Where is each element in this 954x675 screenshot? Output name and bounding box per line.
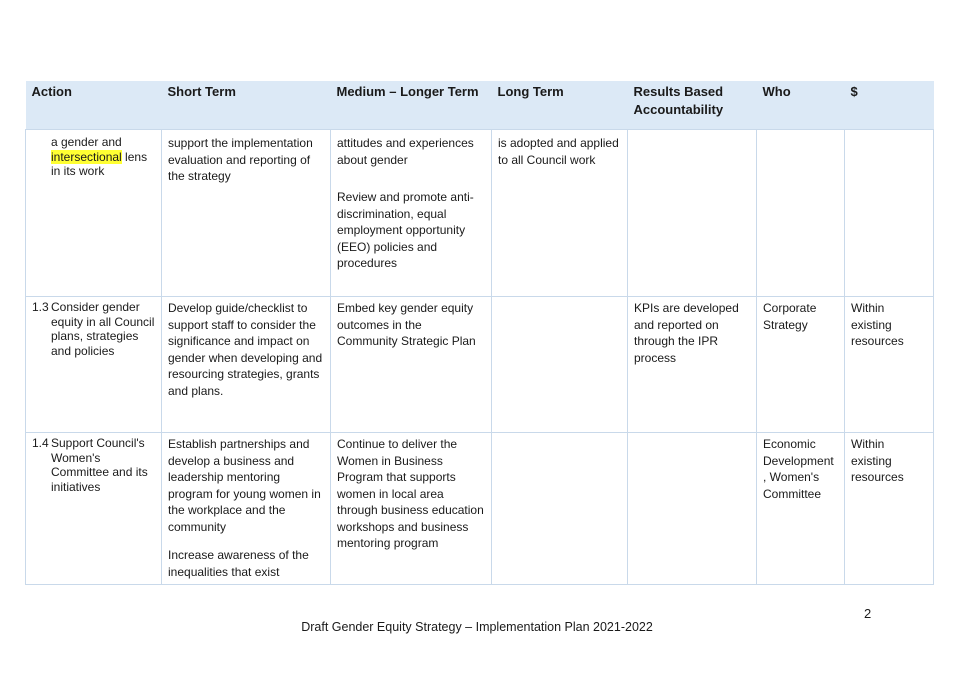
page-footer: Draft Gender Equity Strategy – Implementation Plan 2021-2022 <box>301 620 653 634</box>
cost-cell: Within existing resources <box>845 297 934 433</box>
long-term-cell: is adopted and applied to all Council work <box>492 130 628 297</box>
medium-term-text: attitudes and experiences about gender <box>337 136 474 167</box>
header-cost: $ <box>845 81 934 130</box>
table-header-row <box>26 81 934 130</box>
results-cell <box>628 433 757 585</box>
table-row <box>26 130 934 297</box>
header-action: Action <box>26 81 162 130</box>
short-term-cell: support the implementation evaluation and reporting of the strategy <box>162 130 331 297</box>
implementation-plan-table <box>25 81 934 585</box>
header-long-term: Long Term <box>492 81 628 130</box>
action-number: 1.3 <box>32 300 49 314</box>
medium-term-cell: Embed key gender equity outcomes in the Community Strategic Plan <box>331 297 492 433</box>
header-medium-longer-term: Medium – Longer Term <box>331 81 492 130</box>
highlighted-text: intersectional <box>51 149 122 164</box>
who-cell: Corporate Strategy <box>757 297 845 433</box>
action-text: a gender and <box>51 135 122 149</box>
short-term-cell <box>162 433 331 585</box>
cost-cell: Within existing resources <box>845 433 934 585</box>
table-row <box>26 297 934 433</box>
page-number: 2 <box>864 606 872 621</box>
short-term-text: Increase awareness of the inequalities that exist <box>168 548 309 579</box>
header-results-based-accountability: Results Based Accountability <box>628 81 757 130</box>
action-number: 1.4 <box>32 436 49 450</box>
header-short-term: Short Term <box>162 81 331 130</box>
table-row <box>26 433 934 585</box>
action-cell <box>26 130 162 297</box>
medium-term-cell <box>331 130 492 297</box>
medium-term-text: Review and promote anti-discrimination, equal employment opportunity (EEO) policies and procedures <box>337 190 474 270</box>
cost-cell <box>845 130 934 297</box>
who-cell: Economic Development , Women's Committee <box>757 433 845 585</box>
medium-term-cell: Continue to deliver the Women in Business Program that supports women in local area through business education workshops and business mentoring program <box>331 433 492 585</box>
long-term-cell <box>492 297 628 433</box>
long-term-cell <box>492 433 628 585</box>
action-text: Support Council's Women's Committee and its initiatives <box>51 436 148 494</box>
header-who: Who <box>757 81 845 130</box>
results-cell <box>628 130 757 297</box>
results-cell: KPIs are developed and reported on through the IPR process <box>628 297 757 433</box>
short-term-cell: Develop guide/checklist to support staff to consider the significance and impact on gender when developing and resourcing strategies, grants and plans. <box>162 297 331 433</box>
action-cell <box>26 433 162 585</box>
who-cell <box>757 130 845 297</box>
short-term-text: Establish partnerships and develop a business and leadership mentoring program for young women in the workplace and the community <box>168 437 321 534</box>
action-text: lens in its work <box>51 149 148 178</box>
action-text: Consider gender equity in all Council plans, strategies and policies <box>51 300 155 358</box>
action-cell <box>26 297 162 433</box>
